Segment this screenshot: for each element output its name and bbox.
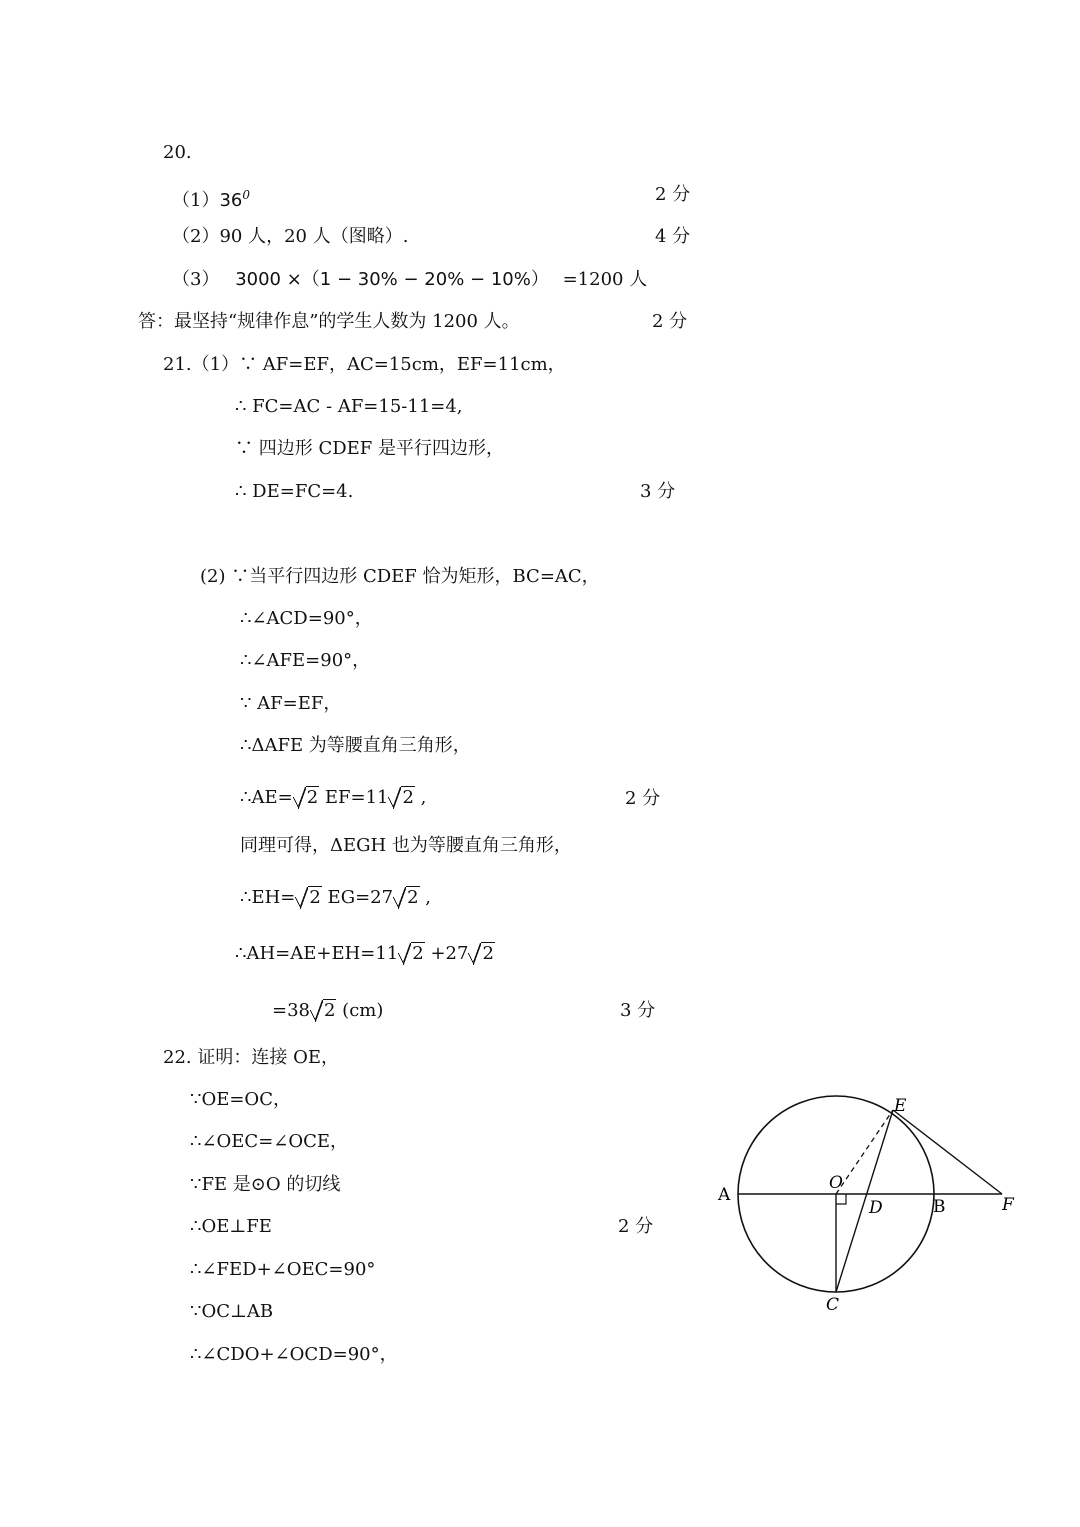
q22-line7: ∵OC⊥AB (190, 1301, 274, 1322)
sqrt-symbol (393, 885, 419, 911)
q21-ah-a: ∴AH=AE+EH=11 (235, 943, 399, 964)
q20-part1 (172, 182, 250, 214)
q21-ah-r2: 2 (482, 943, 494, 964)
q21-eh-b: EG=27 (321, 887, 394, 908)
q21-ae-line (240, 785, 426, 811)
q20-answer: 答：最坚持“规律作息”的学生人数为 1200 人。 (138, 311, 520, 332)
q22-line2: ∵OE=OC， (190, 1089, 291, 1110)
q20-part2-score: 4 分 (655, 226, 691, 247)
q20-part1-score: 2 分 (655, 184, 691, 205)
q21-total-r: 2 (324, 1000, 336, 1021)
q20-part1-sup: 0 (242, 188, 250, 202)
label-f: F (1002, 1195, 1014, 1215)
q20-part2: （2）90 人，20 人（图略）. (172, 226, 409, 247)
q20-part3-result: =1200 人 (562, 269, 648, 290)
q20-number: 20. (163, 142, 192, 163)
q21-p2-line5: ∴ΔAFE 为等腰直角三角形， (240, 735, 471, 756)
q21-score2: 2 分 (625, 788, 661, 809)
q21-eh-r1: 2 (309, 887, 321, 908)
q21-p2-line1: (2) ∵当平行四边形 CDEF 恰为矩形，BC=AC， (200, 566, 600, 587)
dashed-oe (836, 1110, 893, 1194)
q22-line6: ∴∠FED+∠OEC=90° (190, 1259, 376, 1280)
q21-p2-line2: ∴∠ACD=90°， (240, 608, 373, 629)
q21-line1: 21.（1）∵ AF=EF，AC=15cm，EF=11cm， (163, 354, 566, 375)
label-b: B (933, 1197, 946, 1217)
q21-ah-line (235, 941, 495, 967)
sqrt-symbol (388, 785, 414, 811)
label-c: C (826, 1295, 840, 1315)
tangent-ef (893, 1110, 1002, 1194)
q21-line4: ∴ DE=FC=4. (235, 481, 354, 502)
q22-line4: ∵FE 是⊙O 的切线 (190, 1174, 341, 1195)
q21-ah-r1: 2 (412, 943, 424, 964)
sqrt-symbol (310, 998, 336, 1024)
q21-line3: ∵ 四边形 CDEF 是平行四边形， (235, 438, 504, 459)
q20-answer-score: 2 分 (652, 311, 688, 332)
q22-line1: 22. 证明：连接 OE， (163, 1047, 339, 1068)
q20-part3 (172, 267, 647, 293)
q21-p2-line4: ∵ AF=EF， (240, 693, 342, 714)
right-angle-mark (836, 1194, 846, 1204)
q21-total-a: =38 (272, 1000, 310, 1021)
sqrt-symbol (468, 941, 494, 967)
label-o: O (829, 1173, 843, 1193)
q21-p2-line3: ∴∠AFE=90°， (240, 650, 371, 671)
label-d: D (869, 1198, 883, 1218)
q21-ae-r1: 2 (306, 787, 319, 808)
q21-eh-c: , (419, 887, 431, 908)
q20-part1-value: 36 (219, 190, 243, 211)
sqrt-symbol (293, 785, 319, 811)
q21-total-b: (cm) (336, 1000, 384, 1021)
q20-part3-expr: 3000 ×（1 − 30% − 20% − 10%） (235, 269, 549, 290)
q20-part3-label: （3） (172, 269, 220, 290)
q21-ae-b: EF=11 (319, 787, 389, 808)
sqrt-symbol (398, 941, 424, 967)
segment-ce (836, 1110, 893, 1292)
circle-tangent-figure (700, 1085, 1040, 1325)
q21-eh-r2: 2 (407, 887, 419, 908)
q22-line8: ∴∠CDO+∠OCD=90°， (190, 1344, 398, 1365)
q21-eh-a: ∴EH= (240, 887, 296, 908)
q21-total-line (272, 998, 383, 1024)
q21-line2: ∴ FC=AC - AF=15-11=4, (235, 396, 463, 417)
q20-part1-label: （1） (172, 190, 220, 211)
q22-line3: ∴∠OEC=∠OCE， (190, 1131, 349, 1152)
q21-eh-line (240, 885, 431, 911)
sqrt-symbol (295, 885, 321, 911)
q22-line5: ∴OE⊥FE (190, 1216, 272, 1237)
q22-score: 2 分 (618, 1216, 654, 1237)
q21-score3: 3 分 (620, 1000, 656, 1021)
label-a: A (718, 1185, 731, 1205)
q21-ae-r2: 2 (402, 787, 414, 808)
q21-ae-a: ∴AE= (240, 787, 293, 808)
q21-ae-c: , (414, 787, 427, 808)
q21-score1: 3 分 (640, 481, 676, 502)
q21-ah-b: +27 (424, 943, 469, 964)
label-e: E (894, 1096, 907, 1116)
q21-same: 同理可得，ΔEGH 也为等腰直角三角形， (240, 835, 572, 856)
